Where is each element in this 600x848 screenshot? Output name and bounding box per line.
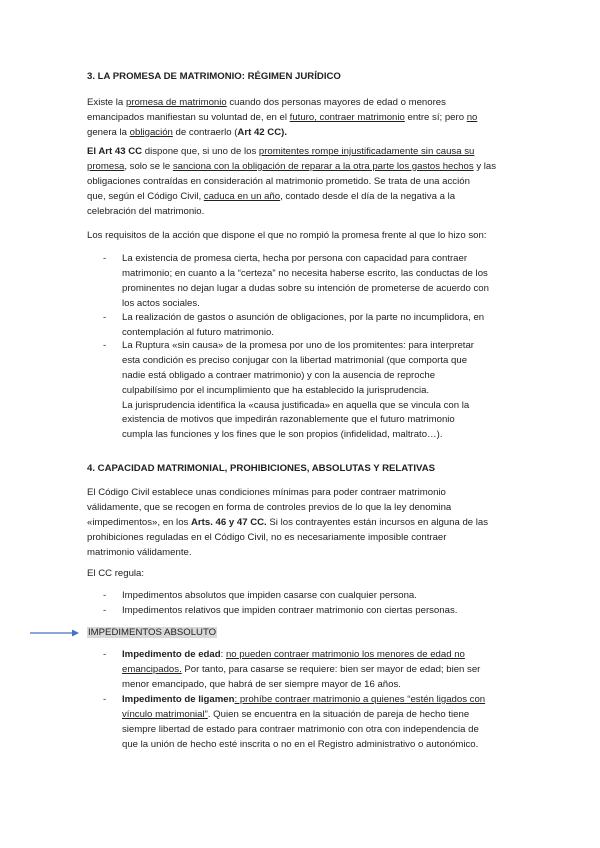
section-4-paragraph-1 [87, 486, 517, 560]
list-dash: - [103, 649, 107, 660]
underlined-text: futuro, contraer matrimonio [289, 111, 405, 123]
text-line: matrimonio válidamente. [87, 546, 192, 558]
text: . Quien se encuentra en la situación de pareja de hecho tiene [207, 708, 470, 720]
text-line: contemplación al futuro matrimonio. [122, 326, 274, 338]
list-dash: - [103, 590, 107, 601]
highlighted-text: IMPEDIMENTOS ABSOLUTO [88, 627, 217, 638]
list-item-impedimento-ligamen [122, 693, 522, 753]
text: de contraerlo ( [172, 126, 238, 138]
underlined-text: : prohíbe contraer matrimonio a quienes “estén ligados con [234, 694, 486, 705]
text: Si los contrayentes están incursos en alguna de las [266, 516, 489, 528]
underlined-text: promesa [87, 160, 125, 172]
text-line: obligaciones contraídas en consideración al matrimonio prometido. Se trata de una acción [87, 175, 470, 187]
bold-text: Impedimento de ligamen [122, 694, 235, 705]
text: «impedimentos», en los [87, 516, 191, 528]
section-4-heading: 4. CAPACIDAD MATRIMONIAL, PROHIBICIONES, ABSOLUTAS Y RELATIVAS [87, 463, 436, 474]
section-4-paragraph-2 [87, 567, 517, 582]
text-line: La existencia de promesa cierta, hecha por persona con capacidad para contraer [122, 253, 468, 264]
list-dash: - [103, 340, 107, 351]
text: Existe la [87, 97, 126, 108]
list-dash: - [103, 605, 107, 616]
section-3-paragraph-2 [87, 145, 517, 219]
bold-text: ). [281, 126, 288, 138]
list-item [122, 339, 522, 443]
text-line: culpabilísimo por el incumplimiento que ha establecido la jurisprudencia. [122, 384, 430, 396]
underlined-text: emancipados. [122, 663, 182, 675]
bold-text: Art 42 CC [237, 126, 282, 138]
list-dash: - [103, 253, 107, 264]
text-line: El CC regula: [87, 568, 145, 579]
text-line: prohibiciones reguladas en el Código Civil, no es necesariamente imposible contraer [87, 531, 447, 543]
text-line: los actos sociales. [122, 297, 200, 309]
bold-text: Arts. 46 y 47 CC. [191, 516, 267, 528]
text-line: siempre libertad de estado para contraer matrimonio con otra con independencia de [122, 723, 479, 735]
text-line: prominentes no dejan lugar a dudas sobre su intención de prometerse de acuerdo con [122, 282, 489, 294]
arrow-right-icon [30, 628, 80, 638]
list-dash: - [103, 694, 107, 705]
list-dash: - [103, 312, 107, 323]
section-3-paragraph-1 [87, 96, 517, 141]
list-item [122, 604, 522, 619]
text-line: La Ruptura «sin causa» de la promesa por uno de los promitentes: para interpretar [122, 340, 474, 351]
text-line: Impedimentos relativos que impiden contraer matrimonio con ciertas personas. [122, 605, 458, 616]
text-line: cumpla las funciones y los fines que le son propios (infidelidad, maltrato…). [122, 429, 443, 441]
bold-text: El Art 43 CC [87, 146, 143, 157]
bold-text: Impedimento de edad [122, 649, 221, 660]
text-line: Impedimentos absolutos que impiden casarse con cualquier persona. [122, 590, 417, 601]
text: : [220, 649, 226, 660]
list-item [122, 311, 522, 341]
text: que, según el Código Civil, [87, 190, 204, 202]
text: , solo se le [124, 160, 173, 172]
underlined-text: promesa de matrimonio [125, 97, 227, 108]
text-line: La realización de gastos o asunción de obligaciones, por la parte no incumplidora, en [122, 312, 485, 323]
text-line: Los requisitos de la acción que dispone el que no rompió la promesa frente al que lo hizo son: [87, 230, 487, 241]
subheading-impedimentos [87, 626, 517, 641]
text: , contado desde el día de la negativa a la [280, 190, 456, 202]
text-line: menor emancipado, que habrá de ser siempre mayor de 16 años. [122, 678, 401, 690]
underlined-text: promitentes rompe injustificadamente sin causa su [258, 146, 475, 157]
text-line: nadie está obligado a contraer matrimonio) y con la ausencia de reproche [122, 369, 436, 381]
underlined-text: caduca en un año [203, 190, 281, 202]
list-item [122, 252, 522, 312]
section-3-paragraph-3 [87, 229, 517, 244]
underlined-text: vínculo matrimonial” [122, 708, 208, 720]
text: entre sí; pero [404, 111, 467, 123]
text-line: celebración del matrimonio. [87, 205, 205, 217]
list-item-impedimento-edad [122, 648, 522, 693]
text: y las [473, 160, 497, 172]
text: genera la [87, 126, 130, 138]
text: cuando dos personas mayores de edad o menores [226, 97, 446, 108]
text-line: El Código Civil establece unas condiciones mínimas para poder contraer matrimonio [87, 487, 446, 498]
underlined-text: no pueden contraer matrimonio los menores de edad no [225, 649, 465, 660]
text-line: existencia de motivos que impedirán razonablemente que el futuro matrimonio [122, 414, 455, 426]
underlined-text: obligación [129, 126, 173, 138]
list-item [122, 589, 522, 604]
section-3-heading: 3. LA PROMESA DE MATRIMONIO: RÉGIMEN JURÍDICO [87, 71, 341, 82]
text: emancipados manifiestan su voluntad de, en el [87, 111, 290, 123]
text-line: matrimonio; en cuanto a la “certeza” no necesita haberse escrito, las conductas de los [122, 267, 488, 279]
text-line: esta condición es preciso conjugar con la libertad matrimonial (que comporta que [122, 354, 468, 366]
text-line: válidamente, que se recogen en forma de controles previos de lo que la ley denomina [87, 501, 452, 513]
text-line: que la unión de hecho esté inscrita o no en el Registro administrativo o autonómico. [122, 738, 479, 750]
text: dispone que, si uno de los [142, 146, 259, 157]
underlined-text: sanciona con la obligación de reparar a la otra parte los gastos hechos [172, 160, 474, 172]
underlined-text: no [466, 111, 478, 123]
text-line: La jurisprudencia identifica la «causa justificada» en aquella que se vincula con la [122, 399, 470, 411]
text: Por tanto, para casarse se requiere: bien ser mayor de edad; bien ser [181, 663, 481, 675]
